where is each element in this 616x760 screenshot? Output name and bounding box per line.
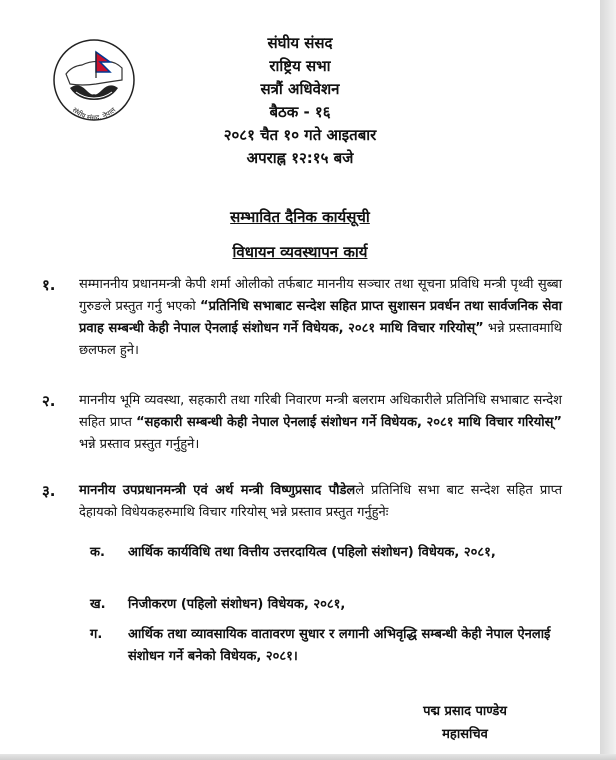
- item-bill-title: “प्रतिनिधि सभाबाट सन्देश सहित प्राप्त सुशासन प्रवर्धन तथा सार्वजनिक सेवा प्रवाह सम्बन्धी केही नेपाल ऐनलाई संशोधन गर्ने विधेयक, २०८१ माथि विचार गरियोस्”: [79, 299, 562, 336]
- signature-block: [385, 700, 545, 746]
- item-number: १.: [42, 276, 56, 294]
- sub-item-label: ग.: [90, 627, 103, 642]
- header-line-date: २०८१ चैत १० गते आइतबार: [223, 126, 377, 144]
- sub-item-text: आर्थिक तथा व्यावसायिक वातावरण सुधार र लगानी अभिवृद्धि सम्बन्धी केही नेपाल ऐनलाई संशोधन गर्ने बनेको विधेयक, २०८१।: [128, 627, 551, 664]
- item-text: ले प्रतिनिधि सभा बाट सन्देश सहित प्राप्त देहायको विधेयकहरुमाथि विचार गरियोस् भन्ने प्रस्ताव प्रस्तुत गर्नुहुनेः: [79, 483, 563, 520]
- sub-item-label: क.: [90, 545, 105, 560]
- sub-item-text: आर्थिक कार्यविधि तथा वित्तीय उत्तरदायित्व (पहिलो संशोधन) विधेयक, २०८१,: [128, 545, 496, 560]
- agenda-item-2: [42, 390, 562, 456]
- item-number: २.: [42, 392, 56, 410]
- section-title: विधायन व्यवस्थापन कार्य: [232, 243, 368, 261]
- item-text-end: भन्ने प्रस्ताव प्रस्तुत गर्नुहुने।: [79, 437, 200, 452]
- svg-text:संघीय संसद, नेपाल: संघीय संसद, नेपाल: [70, 106, 118, 122]
- agenda-item-1: [42, 274, 562, 362]
- header-line-meeting: बैठक - १६: [269, 103, 331, 121]
- page-edge-shadow: [600, 0, 616, 760]
- federal-parliament-emblem-icon: [52, 38, 136, 122]
- sub-item-kha: [90, 594, 560, 616]
- agenda-item-3: [42, 480, 562, 524]
- sub-item-label: ख.: [90, 597, 106, 612]
- header-line-national-assembly: राष्ट्रिय सभा: [269, 57, 331, 75]
- sub-item-text: निजीकरण (पहिलो संशोधन) विधेयक, २०८१,: [128, 597, 346, 612]
- document-header: [150, 32, 450, 170]
- signatory-name: पद्म प्रसाद पाण्डेय: [423, 704, 507, 719]
- page-bottom-edge: [0, 754, 616, 760]
- item-minister-name: माननीय उपप्रधानमन्त्री एवं अर्थ मन्त्री विष्णुप्रसाद पौडेल: [79, 483, 356, 498]
- sub-item-ka: [90, 542, 560, 564]
- header-line-time: अपराह्न १२:१५ बजे: [246, 149, 354, 167]
- item-text: माननीय भूमि व्यवस्था, सहकारी तथा गरिबी निवारण मन्त्री बलराम अधिकारीले प्रतिनिधि सभाबाट सन्देश सहित प्राप्त: [79, 393, 562, 430]
- agenda-title: सम्भावित दैनिक कार्यसूची: [230, 208, 370, 226]
- signatory-title: महासचिव: [442, 727, 488, 742]
- item-number: ३.: [42, 482, 56, 500]
- header-line-parliament: संघीय संसद: [267, 34, 333, 52]
- header-line-session: सत्रौं अधिवेशन: [260, 80, 340, 98]
- sub-item-ga: [90, 624, 560, 668]
- item-bill-title: “सहकारी सम्बन्धी केही नेपाल ऐनलाई संशोधन गर्ने विधेयक, २०८१ माथि विचार गरियोस्”: [136, 415, 562, 430]
- item-text-end: भन्ने प्रस्तावमाथि छलफल हुने।: [79, 321, 562, 358]
- item-text: सम्माननीय प्रधानमन्त्री केपी शर्मा ओलीको तर्फबाट माननीय सञ्चार तथा सूचना प्रविधि मन्त्री पृथ्वी सुब्बा गुरुङले प्रस्तुत गर्नु भएको: [79, 277, 562, 314]
